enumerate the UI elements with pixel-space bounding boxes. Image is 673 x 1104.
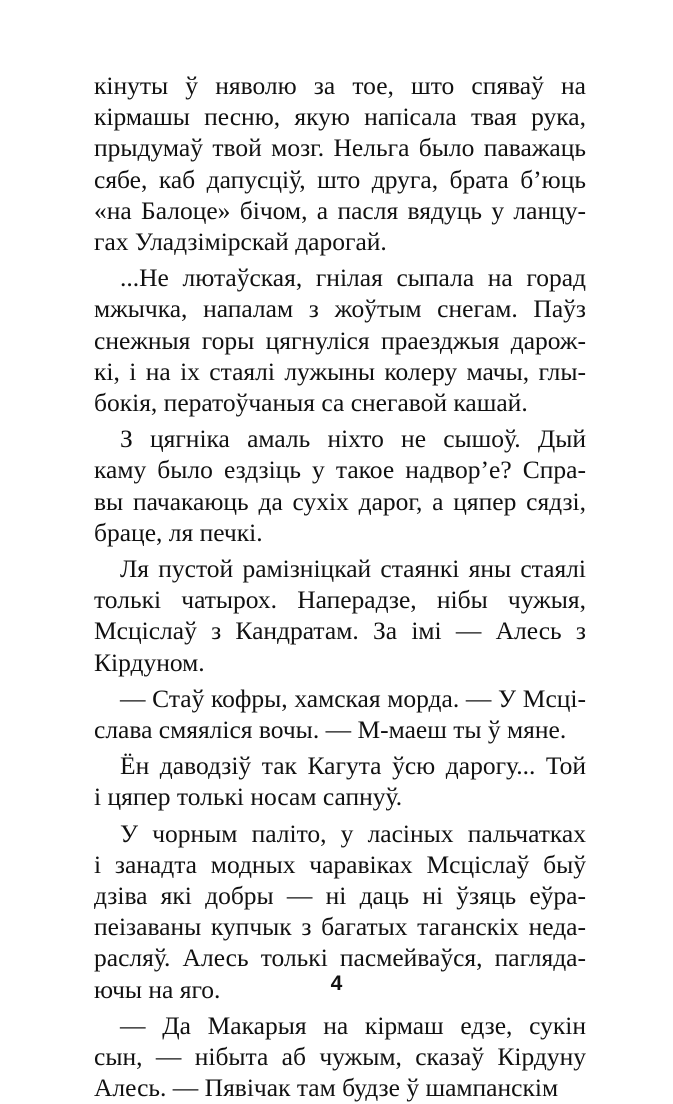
paragraph <box>94 553 586 678</box>
text-line: дзіва які добры — ні даць ні ўзяць еўра- <box>94 881 586 911</box>
text-line: бокія, ператоўчаныя са снегавой кашай. <box>94 388 528 418</box>
text-line: расляў. Алесь толькі пасмейваўся, пагляда- <box>94 943 586 973</box>
page-body <box>94 70 586 1104</box>
paragraph <box>94 1010 586 1104</box>
text-line: Кірдуном. <box>94 647 205 677</box>
text-line: «на Балоце» бічом, а пасля вядуць у ланцу- <box>94 195 586 225</box>
text-line: Алесь. — Пявічак там будзе ў шампанскім <box>94 1073 559 1103</box>
text-line: З цягніка амаль ніхто не сышоў. Дый <box>120 424 586 454</box>
text-line: каму было ездзіць у такое надвор’е? Спра- <box>94 455 586 485</box>
text-line: мжычка, напалам з жоўтым снегам. Паўз <box>94 294 586 324</box>
text-line: снежныя горы цягнуліся праезджыя дарож- <box>94 325 586 355</box>
text-line: кінуты ў няволю за тое, што спяваў на <box>94 71 586 100</box>
page-number: 4 <box>330 972 343 995</box>
text-line: ючы на яго. <box>94 974 221 1004</box>
text-line: прыдумаў твой мозг. Нельга было паважаць <box>94 133 586 163</box>
text-line: слава смяяліся вочы. — М-маеш ты ў мяне. <box>94 715 567 745</box>
text-line: ...Не лютаўская, гнілая сыпала на горад <box>120 263 586 293</box>
text-line: і занадта модных чаравіках Мсціслаў быў <box>94 849 586 879</box>
text-line: Мсціслаў з Кандратам. За імі — Алесь з <box>94 616 586 646</box>
text-line: і цяпер толькі носам сапнуў. <box>94 782 403 812</box>
paragraph <box>94 683 586 745</box>
text-line: пеізаваны купчык з багатых таганскіх неда- <box>94 912 586 942</box>
text-line: кірмашы песню, якую напісала твая рука, <box>94 102 586 132</box>
text-line: У чорным паліто, у ласіных пальчатках <box>120 818 586 848</box>
text-line: сын, — нібыта аб чужым, сказаў Кірдуну <box>94 1042 586 1072</box>
text-line: кі, і на іх стаялі лужыны колеру мачы, глы- <box>94 356 586 386</box>
text-line: — Да Макарыя на кірмаш едзе, сукін <box>120 1010 586 1040</box>
text-line: браце, ля печкі. <box>94 517 263 547</box>
paragraph <box>94 750 586 812</box>
text-line: — Стаў кофры, хамская морда. — У Мсці- <box>120 683 586 713</box>
text-line: сябе, каб дапусціў, што друга, брата б’юць <box>94 164 586 194</box>
paragraph <box>94 262 586 418</box>
text-line: вы пачакаюць да сухіх дарог, а цяпер сядзі, <box>94 486 586 516</box>
paragraph <box>94 423 586 548</box>
text-line: гах Уладзімірскай дарогай. <box>94 227 387 257</box>
paragraph <box>94 70 586 257</box>
text-line: Ля пустой рамізніцкай стаянкі яны стаялі <box>120 554 586 584</box>
text-line: толькі чатырох. Наперадзе, нібы чужыя, <box>94 585 586 615</box>
text-line: Ён даводзіў так Кагута ўсю дарогу... Той <box>120 751 586 781</box>
